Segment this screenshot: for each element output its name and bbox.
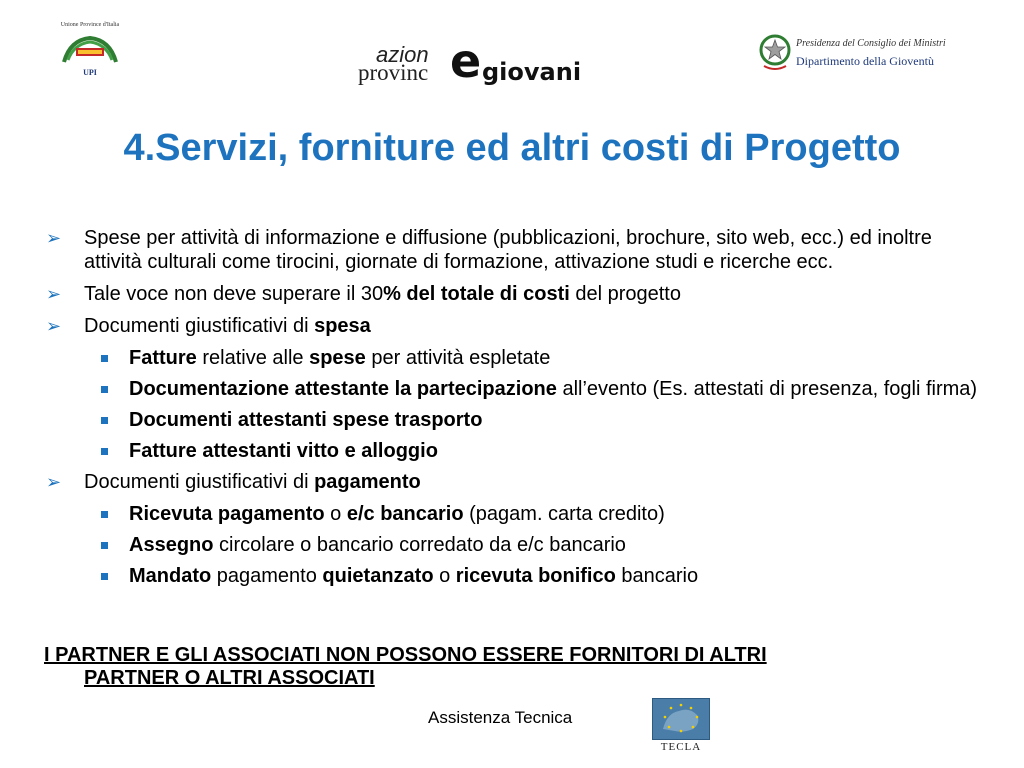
sub-list-item [44, 408, 984, 432]
square-bullet-icon [101, 386, 108, 393]
bullet-text-bold: Documenti attestanti spese trasporto [129, 409, 483, 431]
bullet-text-bold: Fatture [129, 347, 197, 369]
bullet-text-bold: Ricevuta pagamento [129, 503, 325, 525]
square-bullet-icon [101, 417, 108, 424]
azione-province-giovani-logo [356, 34, 596, 88]
partner-note [44, 644, 974, 690]
list-item [44, 282, 984, 306]
bullet-text: o [433, 565, 456, 587]
square-bullet-icon [101, 448, 108, 455]
bullet-text: all’evento (Es. attestati di presenza, fogli firma) [556, 378, 978, 400]
bullet-text-bold: Mandato [129, 565, 212, 587]
bullet-text: Documenti giustificativi di [84, 315, 315, 337]
square-bullet-icon [101, 542, 108, 549]
bullet-text: Tale voce non deve superare il 30 [84, 283, 384, 305]
bullet-text: relative alle [196, 347, 310, 369]
upi-emblem-icon [60, 32, 120, 66]
logo-text-azion: azion [376, 42, 429, 67]
list-item [44, 470, 984, 494]
bullet-text-bold: e/c bancario [346, 503, 464, 525]
bullet-text: del progetto [569, 283, 681, 305]
bullet-text-bold: spesa [314, 315, 371, 337]
bullet-text: Documenti giustificativi di [84, 471, 315, 493]
logo-text-giovani: giovani [482, 58, 582, 86]
bullet-text-bold: quietanzato [322, 565, 434, 587]
arrow-bullet-icon: ➢ [46, 316, 62, 336]
upi-logo-label: UPI [83, 68, 97, 77]
bullet-text: circolare o bancario corredato da e/c bancario [213, 534, 626, 556]
arrow-bullet-icon: ➢ [46, 472, 62, 492]
partner-note-line: I PARTNER E GLI ASSOCIATI NON POSSONO ESSERE FORNITORI DI ALTRI [44, 644, 767, 666]
bullet-text: per attività espletate [365, 347, 551, 369]
tecla-logo [650, 698, 712, 758]
sub-list-item [44, 439, 984, 463]
bullet-text-bold: Documentazione attestante la partecipazione [129, 378, 557, 400]
bullet-text: Spese per attività di informazione e diffusione (pubblicazioni, brochure, sito web, ecc.) ed inoltre attività culturali come tirocini, giornate di formazione, attivazione studi e ricerche ecc. [84, 227, 932, 273]
logo-text-provinc: provinc [358, 60, 429, 85]
bullet-text: o [324, 503, 347, 525]
italian-emblem-icon [758, 32, 792, 72]
sub-list-item [44, 564, 984, 588]
tecla-logo-text: TECLA [660, 741, 702, 753]
square-bullet-icon [101, 511, 108, 518]
sub-list-item [44, 377, 984, 401]
bullet-text-bold: ricevuta bonifico [455, 565, 616, 587]
square-bullet-icon [101, 355, 108, 362]
list-item [44, 314, 984, 338]
dipartimento-text: Dipartimento della Gioventù [796, 54, 934, 68]
bullet-text: (pagam. carta credito) [463, 503, 665, 525]
bullet-text-bold: pagamento [314, 471, 421, 493]
bullet-text: pagamento [211, 565, 323, 587]
upi-logo [50, 22, 130, 80]
bullet-text: bancario [615, 565, 699, 587]
partner-note-line: PARTNER O ALTRI ASSOCIATI [84, 667, 375, 689]
slide-body [44, 226, 984, 595]
footer-text: Assistenza Tecnica [428, 708, 573, 727]
presidenza-logo [758, 30, 968, 80]
bullet-text-bold: Assegno [129, 534, 214, 556]
europe-map-icon [652, 698, 710, 740]
logo-text-e: e [450, 34, 482, 88]
bullet-text-bold: % del totale di costi [383, 283, 570, 305]
square-bullet-icon [101, 573, 108, 580]
list-item [44, 226, 984, 274]
arrow-bullet-icon: ➢ [46, 228, 62, 248]
sub-list-item [44, 533, 984, 557]
bullet-text-bold: spese [309, 347, 366, 369]
arrow-bullet-icon: ➢ [46, 284, 62, 304]
slide-title: 4.Servizi, forniture ed altri costi di Progetto [123, 127, 901, 169]
sub-list-item [44, 502, 984, 526]
sub-list-item [44, 346, 984, 370]
upi-logo-caption: Unione Province d'Italia [60, 22, 120, 28]
presidenza-text: Presidenza del Consiglio dei Ministri [796, 38, 946, 49]
bullet-text-bold: Fatture attestanti vitto e alloggio [129, 440, 438, 462]
